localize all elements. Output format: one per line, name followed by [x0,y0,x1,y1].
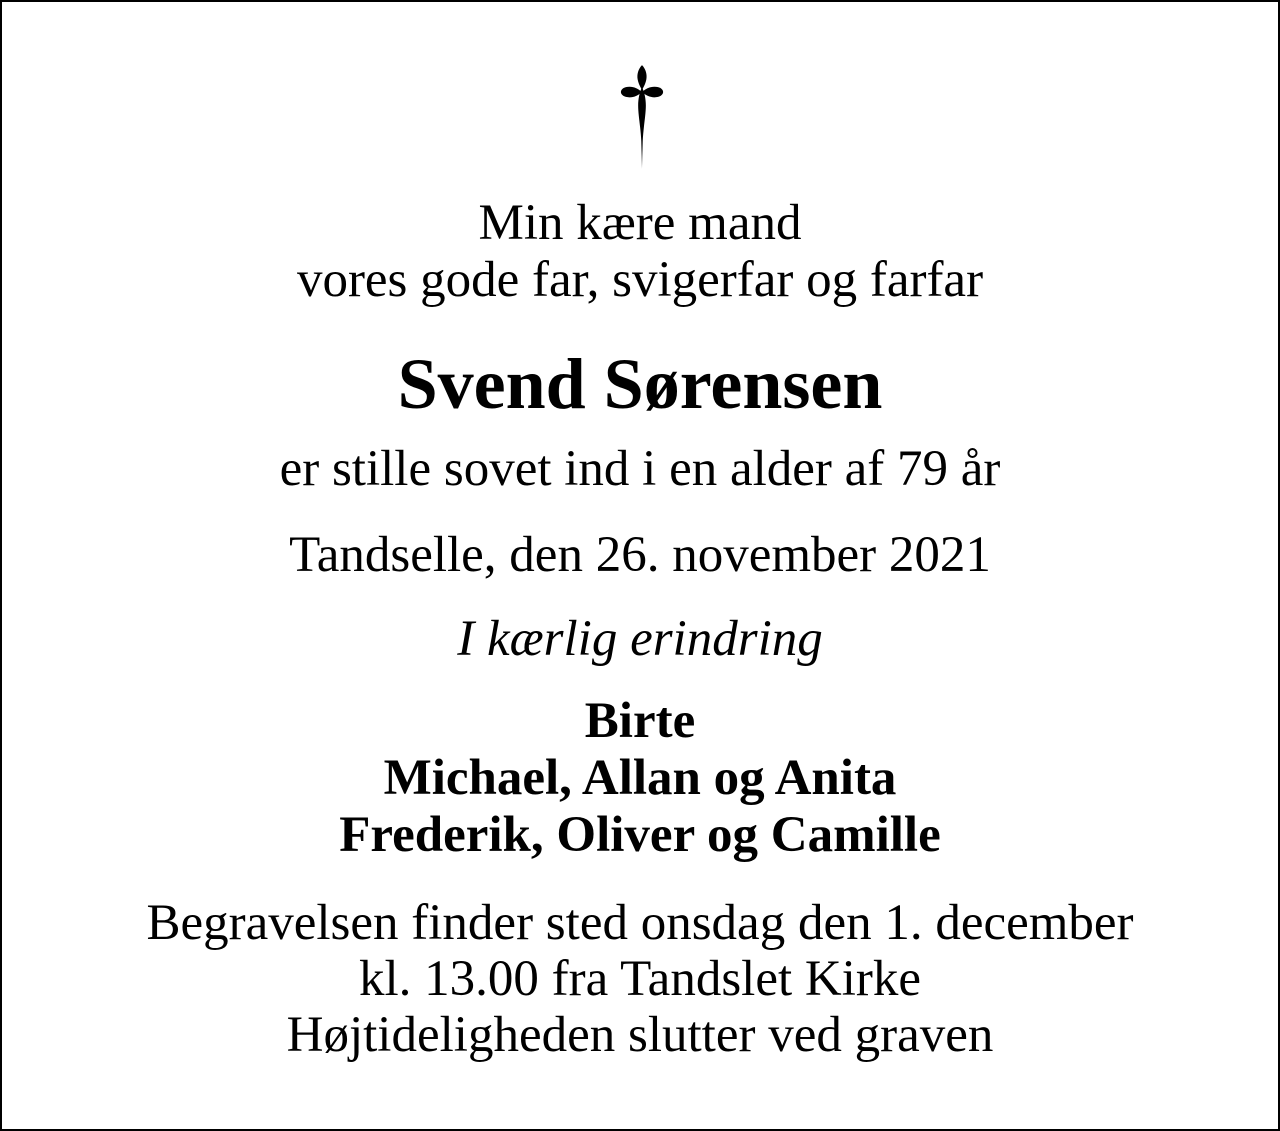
funeral-detail-line-2: kl. 13.00 fra Tandslet Kirke [358,951,922,1007]
mourner-line-2: Michael, Allan og Anita [383,750,897,806]
funeral-detail-line-1: Begravelsen finder sted onsdag den 1. december [146,895,1134,951]
memorial-cross-icon [618,64,666,170]
deceased-name: Svend Sørensen [397,344,883,424]
mourner-line-1: Birte [584,693,696,749]
mourner-line-3: Frederik, Oliver og Camille [339,807,941,863]
intro-line-2: vores gode far, svigerfar og farfar [296,252,984,308]
intro-line-1: Min kære mand [478,195,802,251]
place-date-line: Tandselle, den 26. november 2021 [289,527,991,583]
death-statement: er stille sovet ind i en alder af 79 år [279,441,1001,497]
funeral-detail-line-3: Højtideligheden slutter ved graven [286,1007,994,1063]
memorial-phrase: I kærlig erindring [457,611,823,667]
